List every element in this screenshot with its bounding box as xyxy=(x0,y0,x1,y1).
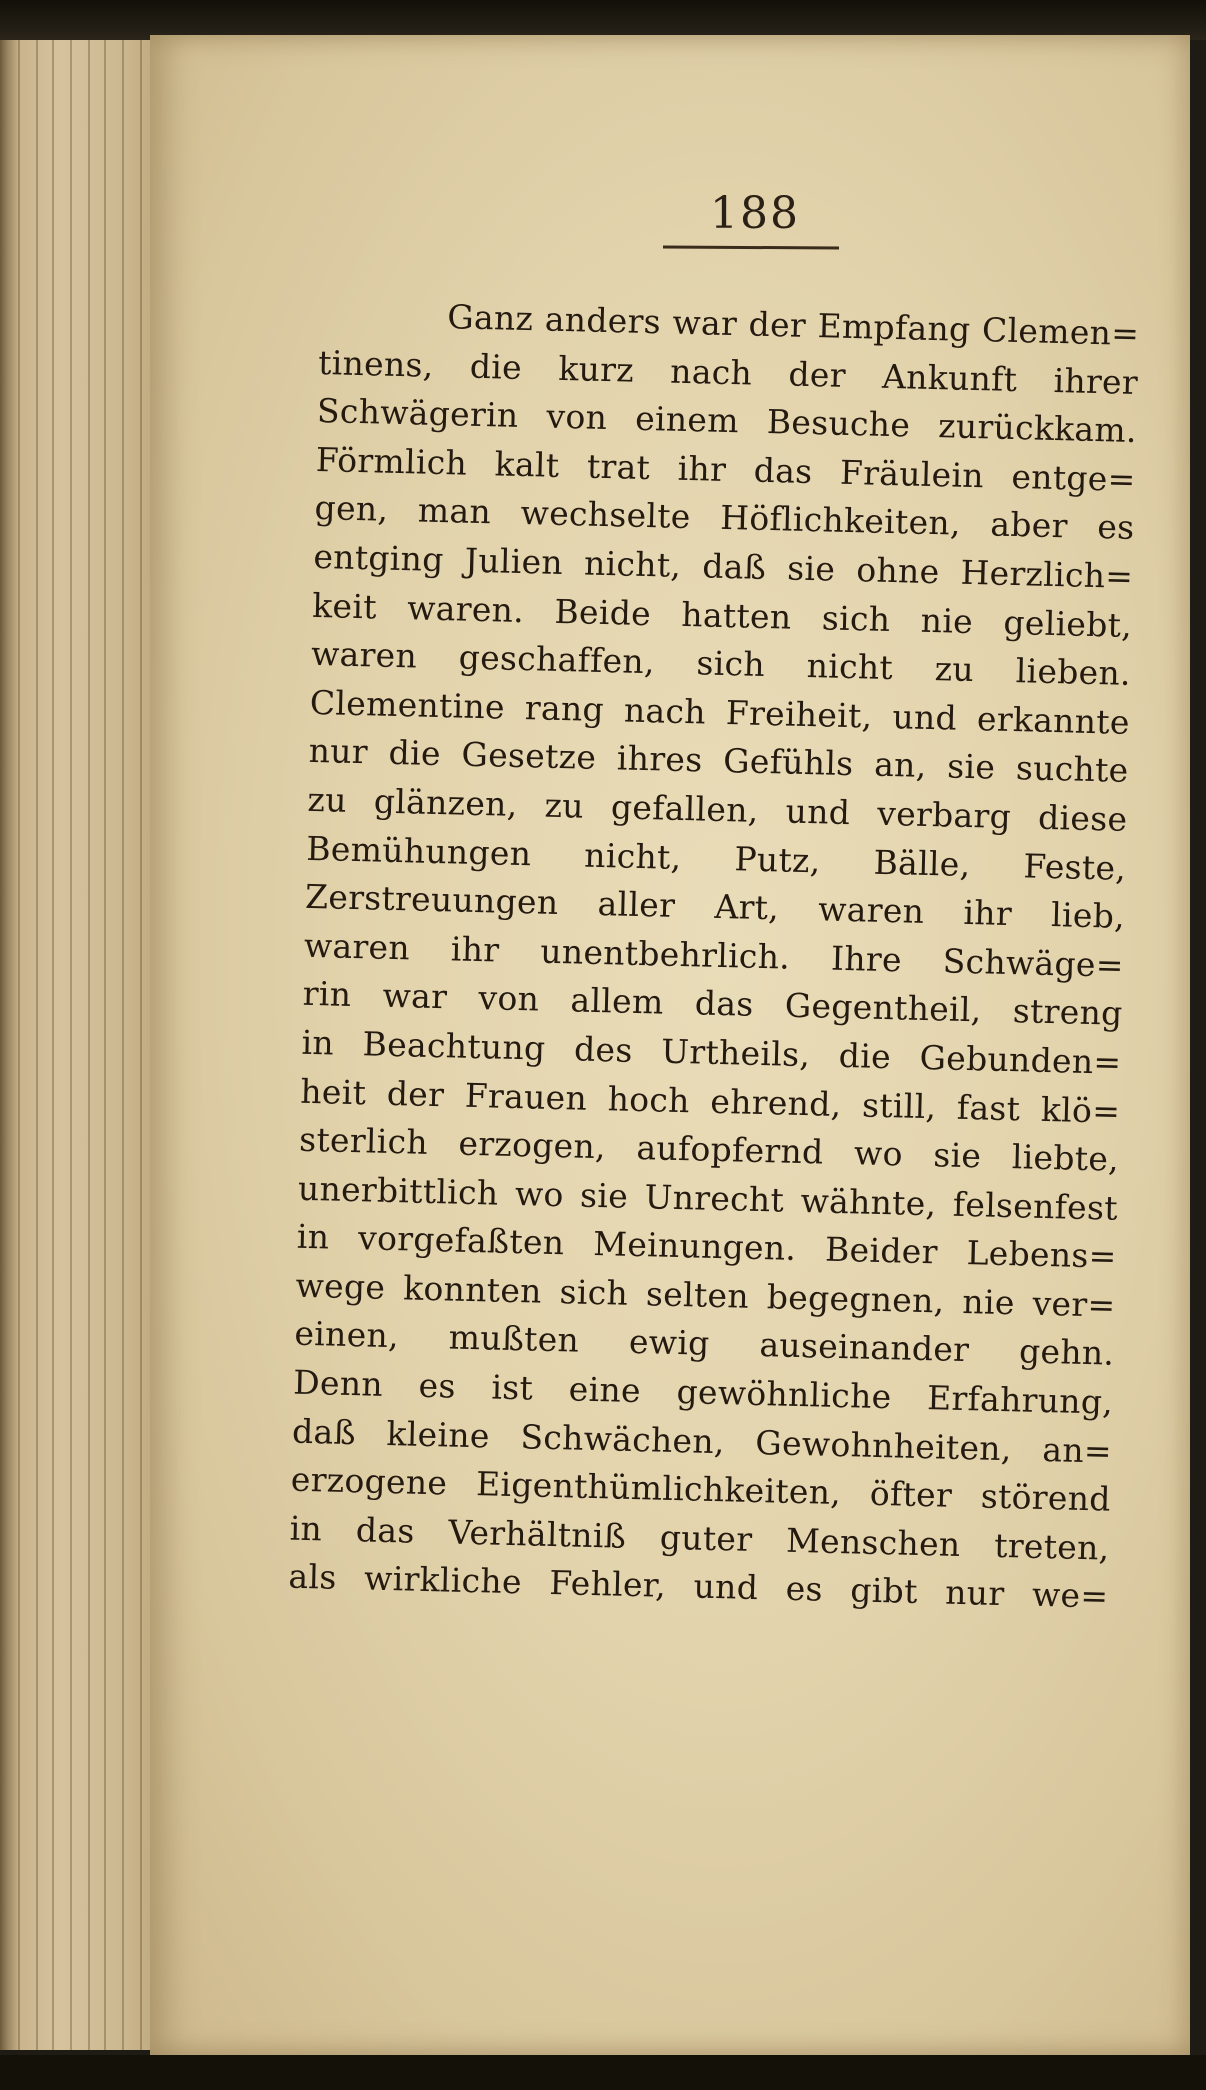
text-line: unerbittlich wo sie Unrecht wähnte, felsenfest xyxy=(297,1168,1119,1228)
text-line: sterlich erzogen, aufopfernd wo sie liebte, xyxy=(298,1119,1120,1179)
page-edge-line xyxy=(140,40,142,2050)
text-line: erzogene Eigenthümlichkeiten, öfter störend xyxy=(290,1459,1112,1519)
text-line: nur die Gesetze ihres Gefühls an, sie suchte xyxy=(308,731,1129,791)
page-number: 188 xyxy=(710,188,800,239)
text-line: Bemühungen nicht, Putz, Bälle, Feste, xyxy=(305,828,1127,888)
text-line: in vorgefaßten Meinungen. Beider Lebens= xyxy=(296,1217,1118,1277)
text-line: in Beachtung des Urtheils, die Gebunden= xyxy=(301,1022,1122,1082)
text-line: wege konnten sich selten begegnen, nie ver= xyxy=(295,1265,1116,1325)
text-line: in das Verhältniß guter Menschen treten, xyxy=(289,1508,1110,1568)
scan-background-top xyxy=(0,0,1206,40)
text-line: waren geschaffen, sich nicht zu lieben. xyxy=(310,634,1132,694)
text-line: Denn es ist eine gewöhnliche Erfahrung, xyxy=(292,1362,1114,1422)
text-line: rin war von allem das Gegentheil, streng xyxy=(302,974,1124,1034)
page-edge-line xyxy=(70,40,72,2050)
page-edge-line xyxy=(36,40,38,2050)
text-line: daß kleine Schwächen, Gewohnheiten, an= xyxy=(291,1411,1113,1471)
scan-background-bottom xyxy=(0,2055,1206,2090)
text-line: waren ihr unentbehrlich. Ihre Schwäge= xyxy=(303,925,1125,985)
text-line: Ganz anders war der Empfang Clemen= xyxy=(446,297,1140,354)
text-line: gen, man wechselte Höflichkeiten, aber es xyxy=(314,488,1135,548)
text-line: tinens, die kurz nach der Ankunft ihrer xyxy=(317,342,1139,402)
text-line: Schwägerin von einem Besuche zurückkam. xyxy=(316,391,1138,451)
text-line: entging Julien nicht, daß sie ohne Herzlich= xyxy=(313,536,1134,596)
text-line: Clementine rang nach Freiheit, und erkannte xyxy=(309,682,1131,742)
page-edge-line xyxy=(104,40,106,2050)
text-line: als wirkliche Fehler, und es gibt nur we= xyxy=(288,1557,1109,1617)
text-line: Zerstreuungen aller Art, waren ihr lieb, xyxy=(304,876,1126,936)
page-edge-line xyxy=(122,40,124,2050)
text-line: einen, mußten ewig auseinander gehn. xyxy=(294,1314,1115,1374)
page-edge-line xyxy=(52,40,54,2050)
page-edge-line xyxy=(88,40,90,2050)
stacked-page-edges xyxy=(0,40,170,2050)
body-text xyxy=(288,290,1140,1622)
text-line: Förmlich kalt trat ihr das Fräulein entge= xyxy=(315,439,1137,499)
text-line: heit der Frauen hoch ehrend, still, fast klö= xyxy=(299,1071,1121,1131)
page-edge-line xyxy=(18,40,20,2050)
text-line: keit waren. Beide hatten sich nie geliebt, xyxy=(311,585,1133,645)
text-line: zu glänzen, zu gefallen, und verbarg diese xyxy=(307,779,1128,839)
